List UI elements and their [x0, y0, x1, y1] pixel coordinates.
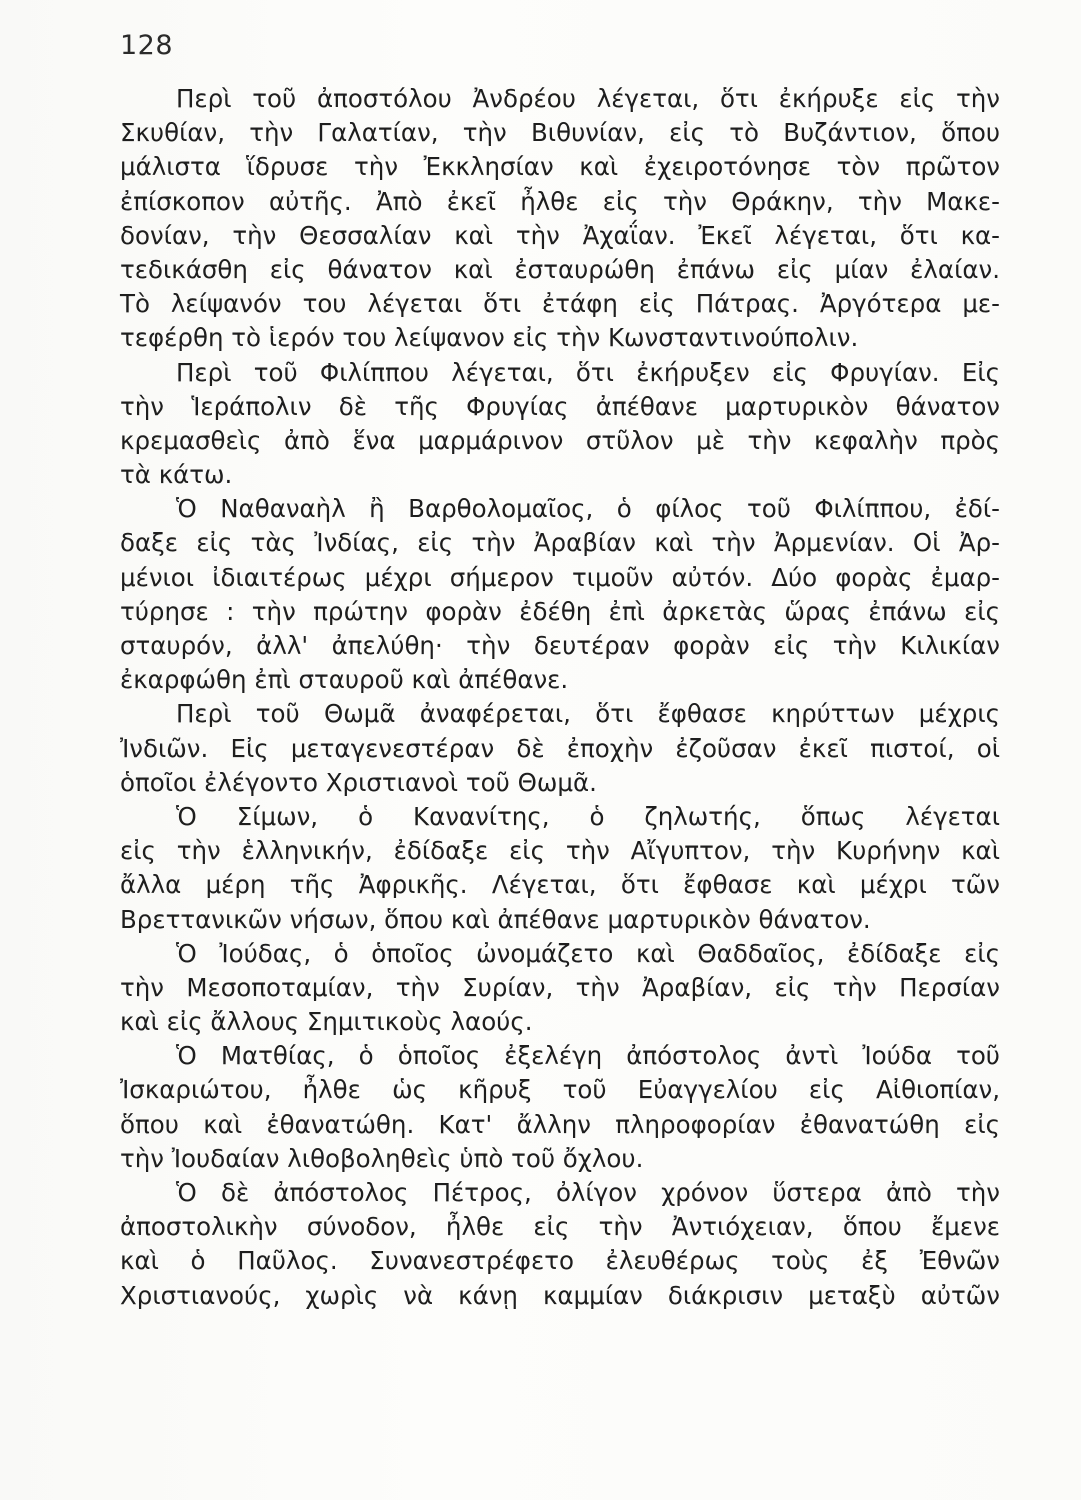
text-line: καὶ ὁ Παῦλος. Συνανεστρέφετο ἐλευθέρως τοὺς ἐξ Ἐθνῶν	[120, 1246, 1000, 1276]
page-number: 128	[120, 30, 174, 61]
text-line: κρεμασθεὶς ἀπὸ ἕνα μαρμάρινον στῦλον μὲ τὴν κεφαλὴν πρὸς	[120, 425, 1000, 455]
text-line: καὶ εἰς ἄλλους Σημιτικοὺς λαούς.	[120, 1007, 533, 1037]
paragraph-first-line: Ὁ Ματθίας, ὁ ὁποῖος ἐξελέγη ἀπόστολος ἀντὶ Ἰούδα τοῦ	[176, 1041, 1000, 1071]
text-line: ἐκαρφώθη ἐπὶ σταυροῦ καὶ ἀπέθανε.	[120, 665, 569, 695]
text-line: τὴν Ἰουδαίαν λιθοβοληθεὶς ὑπὸ τοῦ ὄχλου.	[120, 1143, 644, 1173]
text-line: εἰς τὴν ἑλληνικήν, ἐδίδαξε εἰς τὴν Αἴγυπτον, τὴν Κυρήνην καὶ	[120, 836, 1000, 866]
text-line: Ἰσκαριώτου, ἦλθε ὡς κῆρυξ τοῦ Εὐαγγελίου εἰς Αἰθιοπίαν,	[120, 1075, 1000, 1105]
text-line: τὰ κάτω.	[120, 460, 233, 490]
text-line: τύρησε : τὴν πρώτην φορὰν ἐδέθη ἐπὶ ἀρκετὰς ὥρας ἐπάνω εἰς	[120, 596, 1000, 626]
text-line: τὴν Μεσοποταμίαν, τὴν Συρίαν, τὴν Ἀραβίαν, εἰς τὴν Περσίαν	[120, 972, 1000, 1002]
text-line: Χριστιανούς, χωρὶς νὰ κάνῃ καμμίαν διάκρισιν μεταξὺ αὐτῶν	[120, 1280, 1000, 1310]
text-line: τεφέρθη τὸ ἱερόν του λείψανον εἰς τὴν Κωνσταντινούπολιν.	[120, 323, 859, 353]
paragraph-first-line: Ὁ Ἰούδας, ὁ ὁποῖος ὠνομάζετο καὶ Θαδδαῖος, ἐδίδαξε εἰς	[176, 938, 1000, 968]
text-line: Ἰνδιῶν. Εἰς μεταγενεστέραν δὲ ἐποχὴν ἐζοῦσαν ἐκεῖ πιστοί, οἱ	[120, 733, 1000, 763]
text-line: δαξε εἰς τὰς Ἰνδίας, εἰς τὴν Ἀραβίαν καὶ τὴν Ἀρμενίαν. Οἱ Ἀρ-	[120, 528, 1000, 558]
paragraph-first-line: Ὁ Σίμων, ὁ Κανανίτης, ὁ ζηλωτής, ὅπως λέγεται	[176, 801, 1000, 831]
body-text	[120, 82, 1000, 1313]
text-line: τεδικάσθη εἰς θάνατον καὶ ἐσταυρώθη ἐπάνω εἰς μίαν ἐλαίαν.	[120, 254, 1000, 284]
text-line: δονίαν, τὴν Θεσσαλίαν καὶ τὴν Ἀχαΐαν. Ἐκεῖ λέγεται, ὅτι κα-	[120, 220, 1000, 250]
text-line: ὅπου καὶ ἐθανατώθη. Κατ' ἄλλην πληροφορίαν ἐθανατώθη εἰς	[120, 1109, 1000, 1139]
text-line: μένιοι ἰδιαιτέρως μέχρι σήμερον τιμοῦν αὐτόν. Δύο φορὰς ἐμαρ-	[120, 562, 1000, 592]
text-line: μάλιστα ἵδρυσε τὴν Ἐκκλησίαν καὶ ἐχειροτόνησε τὸν πρῶτον	[120, 152, 1000, 182]
text-line: τὴν Ἱεράπολιν δὲ τῆς Φρυγίας ἀπέθανε μαρτυρικὸν θάνατον	[120, 391, 1000, 421]
paragraph-first-line: Ὁ Ναθαναὴλ ἢ Βαρθολομαῖος, ὁ φίλος τοῦ Φιλίππου, ἐδί-	[176, 494, 1000, 524]
text-line: ὁποῖοι ἐλέγοντο Χριστιανοὶ τοῦ Θωμᾶ.	[120, 767, 597, 797]
text-line: Σκυθίαν, τὴν Γαλατίαν, τὴν Βιθυνίαν, εἰς τὸ Βυζάντιον, ὅπου	[120, 118, 1000, 148]
paragraph-first-line: Περὶ τοῦ Θωμᾶ ἀναφέρεται, ὅτι ἔφθασε κηρύττων μέχρις	[176, 699, 1000, 729]
text-line: Βρεττανικῶν νήσων, ὅπου καὶ ἀπέθανε μαρτυρικὸν θάνατον.	[120, 904, 871, 934]
paragraph-first-line: Ὁ δὲ ἀπόστολος Πέτρος, ὀλίγον χρόνον ὕστερα ἀπὸ τὴν	[176, 1178, 1000, 1207]
text-line: ἐπίσκοπον αὐτῆς. Ἀπὸ ἐκεῖ ἦλθε εἰς τὴν Θράκην, τὴν Μακε-	[120, 186, 1000, 216]
text-line: ἄλλα μέρη τῆς Ἀφρικῆς. Λέγεται, ὅτι ἔφθασε καὶ μέχρι τῶν	[120, 870, 1000, 900]
text-line: ἀποστολικὴν σύνοδον, ἦλθε εἰς τὴν Ἀντιόχειαν, ὅπου ἔμενε	[120, 1212, 1000, 1242]
text-line: Τὸ λείψανόν του λέγεται ὅτι ἐτάφη εἰς Πάτρας. Ἀργότερα με-	[120, 289, 1000, 319]
text-line: σταυρόν, ἀλλ' ἀπελύθη· τὴν δευτέραν φορὰν εἰς τὴν Κιλικίαν	[120, 631, 1000, 660]
paragraph-first-line: Περὶ τοῦ ἀποστόλου Ἀνδρέου λέγεται, ὅτι ἐκήρυξε εἰς τὴν	[176, 84, 1000, 113]
paragraph-first-line: Περὶ τοῦ Φιλίππου λέγεται, ὅτι ἐκήρυξεν εἰς Φρυγίαν. Εἰς	[176, 357, 1000, 387]
